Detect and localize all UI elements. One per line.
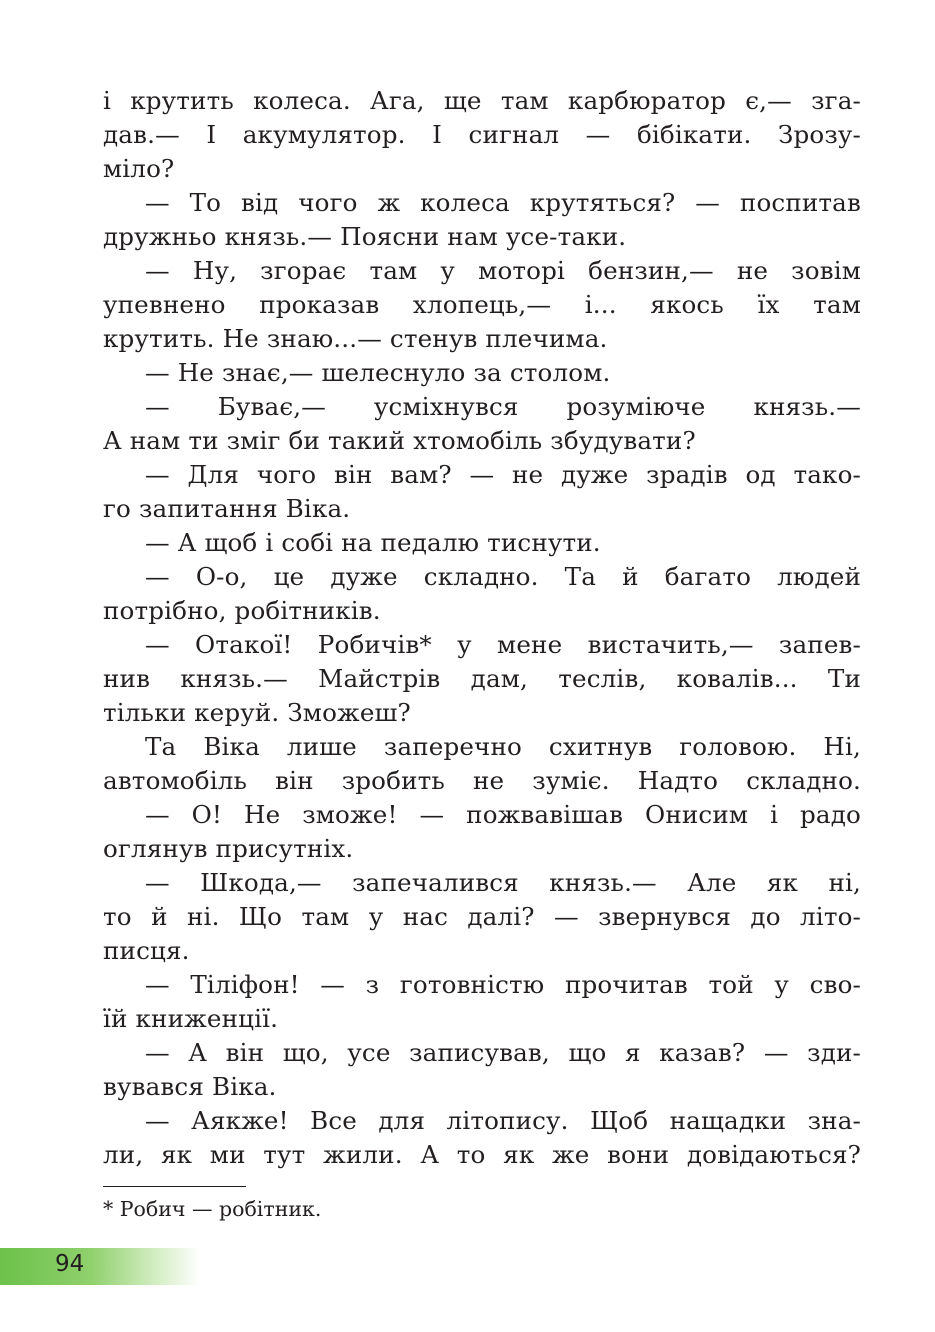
text-line: тільки керуй. Зможеш? <box>103 698 411 727</box>
text-line: — О-о, це дуже складно. Та й багато людей <box>145 562 861 591</box>
text-line: ли, як ми тут жили. А то як же вони довідаються? <box>103 1140 861 1169</box>
page-number-band <box>0 1248 200 1285</box>
text-line: оглянув присутніх. <box>103 834 354 863</box>
text-line: Та Віка лише заперечно схитнув головою. Ні, <box>145 732 861 761</box>
text-line: крутить. Не знаю...— стенув плечима. <box>103 324 608 353</box>
text-line: — А він що, усе записував, що я казав? — зди- <box>145 1038 861 1067</box>
footnote-rule <box>103 1186 246 1187</box>
text-line: — Ну, згорає там у моторі бензин,— не зовім <box>145 256 861 285</box>
page-number: 94 <box>55 1251 85 1277</box>
text-line: А нам ти зміг би такий хтомобіль збудувати? <box>103 426 696 455</box>
text-line: — Буває,— усміхнувся розуміюче князь.— <box>145 392 861 421</box>
text-line: го запитання Віка. <box>103 494 351 523</box>
text-line: дружньо князь.— Поясни нам усе-таки. <box>103 222 627 251</box>
text-line: — О! Не зможе! — пожвавішав Онисим і радо <box>145 800 861 829</box>
text-line: потрібно, робітників. <box>103 596 381 625</box>
text-line: — Для чого він вам? — не дуже зрадів од тако- <box>145 460 861 489</box>
text-line: і крутить колеса. Ага, ще там карбюратор є,— зга- <box>103 86 861 115</box>
text-line: міло? <box>103 154 175 183</box>
text-line: — Тіліфон! — з готовністю прочитав той у сво- <box>145 970 861 999</box>
text-line: дав.— І акумулятор. І сигнал — бібікати. Зрозу- <box>103 120 861 149</box>
text-line: то й ні. Що там у нас далі? — звернувся до літо- <box>103 902 861 931</box>
footnote: * Робич — робітник. <box>103 1197 322 1221</box>
text-line: — То від чого ж колеса крутяться? — поспитав <box>145 188 861 217</box>
text-line: вувався Віка. <box>103 1072 277 1101</box>
text-line: — Не знає,— шелеснуло за столом. <box>145 358 611 387</box>
text-line: упевнено проказав хлопець,— і... якось їх там <box>103 290 861 319</box>
text-line: їй книженції. <box>103 1004 279 1033</box>
text-line: — Шкода,— запечалився князь.— Але як ні, <box>145 868 861 897</box>
text-line: писця. <box>103 936 190 965</box>
text-line: — А щоб і собі на педалю тиснути. <box>145 528 601 557</box>
text-line: автомобіль він зробить не зуміє. Надто складно. <box>103 766 861 795</box>
body-text <box>103 84 861 1172</box>
text-line: — Аякже! Все для літопису. Щоб нащадки зна- <box>145 1106 861 1135</box>
text-line: — Отакої! Робичів* у мене вистачить,— запев- <box>145 630 861 659</box>
text-line: нив князь.— Майстрів дам, теслів, ковалів... Ти <box>103 664 861 693</box>
